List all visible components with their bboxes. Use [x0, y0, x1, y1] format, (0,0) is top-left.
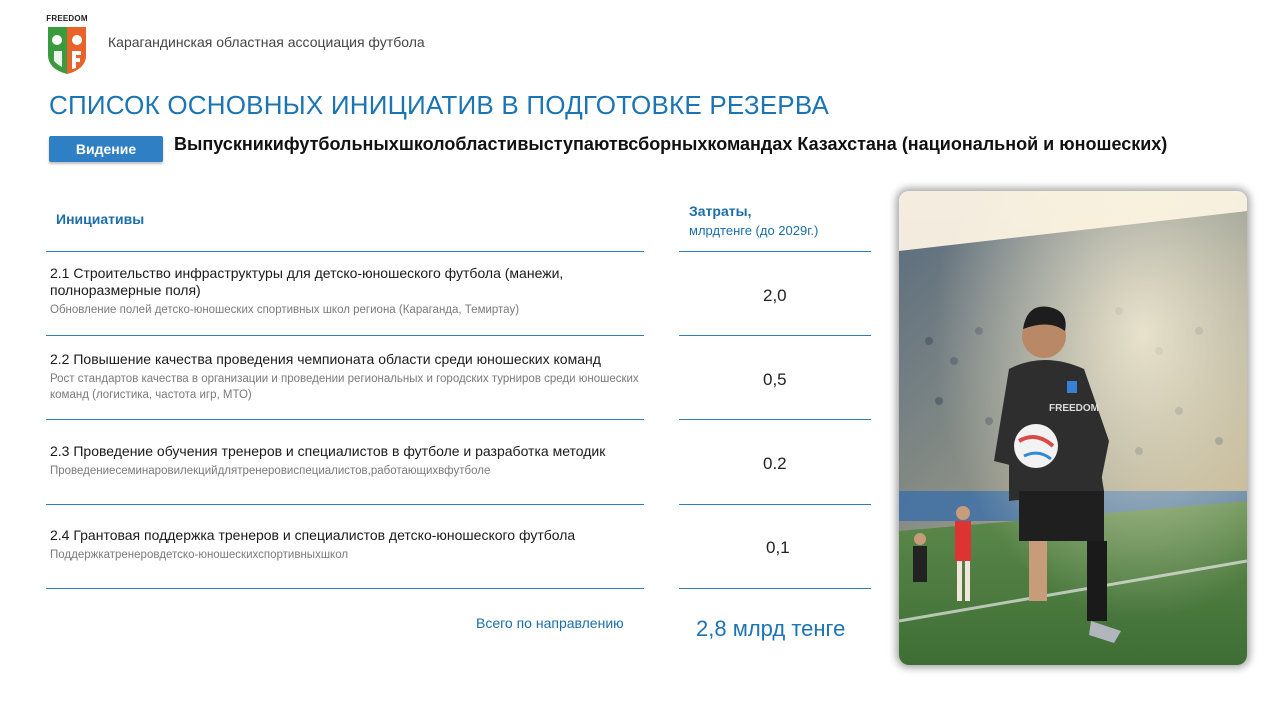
initiative-description: Поддержкатренеровдетско-юношескихспортивныхшкол [50, 549, 349, 561]
total-value: 2,8 млрд тенге [696, 616, 846, 641]
table-row [50, 265, 650, 318]
column-header-cost-unit: млрдтенге (до 2029г.) [689, 223, 819, 238]
logo-text: FREEDOM [46, 14, 88, 23]
svg-text:FREEDOM: FREEDOM [1049, 403, 1099, 414]
initiative-title: 2.4 Грантовая поддержка тренеров и специалистов детско-юношеского футбола [50, 527, 576, 543]
divider [46, 504, 644, 505]
page-title: СПИСОК ОСНОВНЫХ ИНИЦИАТИВ В ПОДГОТОВКЕ РЕЗЕРВА [49, 90, 830, 120]
table-row [50, 351, 650, 403]
initiative-title: 2.2 Повышение качества проведения чемпионата области среди юношеских команд [50, 351, 601, 367]
initiative-description: Рост стандартов качества в организации и проведении региональных и городских турниров среди юношеских команд (логистика, частота игр, МТО) [50, 373, 639, 401]
initiative-cost: 2,0 [763, 286, 787, 305]
initiative-title: 2.3 Проведение обучения тренеров и специалистов в футболе и разработка методик [50, 443, 606, 459]
football-player-photo [899, 191, 1247, 665]
total-label: Всего по направлению [476, 615, 624, 631]
divider [679, 588, 871, 589]
divider [46, 419, 644, 420]
vision-text: Выпускникифутбольныхшколобластивыступаютвсборныхкомандах Казахстана (национальной и юношеских) [174, 134, 1168, 154]
divider [46, 251, 644, 252]
divider [679, 335, 871, 336]
column-header-cost: Затраты, [689, 203, 752, 219]
initiative-cost: 0,5 [763, 370, 787, 389]
initiative-title: 2.1 Строительство инфраструктуры для детско-юношеского футбола (манежи, полноразмерные поля) [50, 265, 564, 298]
initiative-cost: 0,1 [766, 538, 790, 557]
organization-name: Карагандинская областная ассоциация футбола [108, 34, 425, 50]
column-header-initiatives: Инициативы [56, 211, 145, 227]
initiative-description: Проведениесеминаровилекцийдлятренеровиспециалистов,работающихвфутболе [50, 465, 491, 477]
initiative-description: Обновление полей детско-юношеских спортивных школ региона (Караганда, Темиртау) [50, 304, 520, 316]
divider [679, 419, 871, 420]
freedom-qf-logo [42, 14, 92, 76]
vision-badge: Видение [49, 136, 163, 162]
divider [679, 504, 871, 505]
table-row [50, 443, 650, 479]
table-row [50, 527, 650, 563]
divider [46, 588, 644, 589]
divider [679, 251, 871, 252]
shield-icon [46, 25, 88, 75]
initiative-cost: 0.2 [763, 454, 787, 473]
divider [46, 335, 644, 336]
